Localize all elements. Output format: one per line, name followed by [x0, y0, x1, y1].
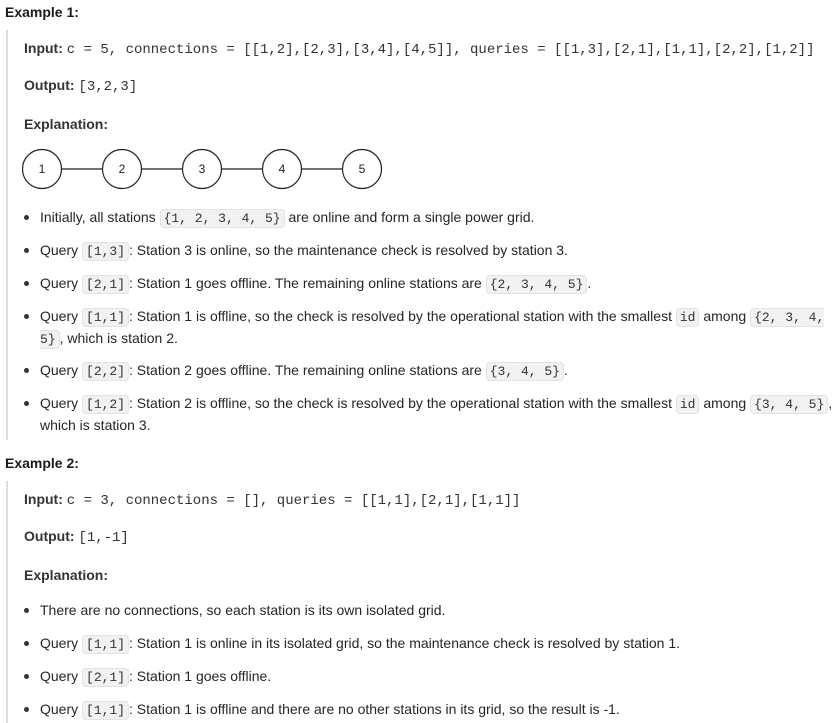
inline-code: id: [676, 395, 700, 414]
output-value: [1,-1]: [78, 530, 129, 546]
item-text: : Station 2 is offline, so the check is resolved by the operational station with the smallest: [129, 395, 676, 411]
example-2-title: Example 2:: [5, 455, 79, 471]
input-line: [24, 491, 520, 509]
item-text: : Station 1 is online in its isolated grid, so the maintenance check is resolved by station 1.: [129, 635, 681, 651]
example-2-block: [6, 481, 838, 723]
list-item: [24, 699, 836, 721]
station-node-2: [103, 150, 142, 189]
item-text: are online and form a single power grid.: [284, 209, 535, 225]
station-node-label: 1: [38, 162, 46, 176]
input-label: Input:: [24, 40, 63, 56]
inline-code: [2,1]: [82, 275, 129, 294]
item-text: : Station 1 goes offline. The remaining online stations are: [129, 275, 486, 291]
item-text: .: [563, 362, 568, 378]
list-item: [24, 360, 836, 382]
inline-code: [1,1]: [82, 308, 129, 327]
list-item: [24, 240, 836, 262]
item-text: Query: [40, 275, 83, 291]
inline-code: [2,2]: [82, 362, 129, 381]
item-text: : Station 1 is offline and there are no other stations in its grid, so the result is -1.: [129, 701, 620, 717]
station-node-label: 5: [358, 162, 366, 176]
example-1-block: [6, 30, 838, 440]
input-label: Input:: [24, 491, 63, 507]
inline-code: {1, 2, 3, 4, 5}: [160, 209, 285, 228]
station-node-4: [263, 150, 302, 189]
output-label: Output:: [24, 528, 75, 544]
list-item: [24, 393, 836, 436]
bullet-icon: [24, 215, 29, 220]
item-text: : Station 1 is offline, so the check is resolved by the operational station with the smallest: [129, 308, 676, 324]
bullet-icon: [24, 314, 29, 319]
output-line: [24, 528, 129, 546]
station-node-3: [183, 150, 222, 189]
output-label: Output:: [24, 77, 75, 93]
item-text: Query: [40, 242, 83, 258]
bullet-icon: [24, 707, 29, 712]
bullet-icon: [24, 641, 29, 646]
inline-code: {3, 4, 5}: [486, 362, 564, 381]
item-text: among: [699, 308, 751, 324]
explanation-label: Explanation:: [24, 567, 109, 583]
input-line: [24, 40, 815, 58]
inline-code: {3, 4, 5}: [750, 395, 828, 414]
inline-code: [2,1]: [82, 668, 129, 687]
bullet-icon: [24, 608, 29, 613]
inline-code: [1,3]: [82, 242, 129, 261]
inline-code: id: [676, 308, 700, 327]
item-text: , which is station 2.: [59, 330, 178, 346]
list-item: [24, 207, 836, 229]
item-text: Query: [40, 308, 83, 324]
station-node-label: 3: [198, 162, 206, 176]
bullet-icon: [24, 248, 29, 253]
list-item: [24, 273, 836, 295]
bullet-icon: [24, 281, 29, 286]
bullet-icon: [24, 368, 29, 373]
example-1-title: Example 1:: [5, 4, 79, 20]
list-item: [24, 633, 836, 655]
station-node-1: [23, 150, 62, 189]
bullet-icon: [24, 674, 29, 679]
inline-code: [1,1]: [82, 635, 129, 654]
station-node-label: 2: [118, 162, 126, 176]
inline-code: {2, 3, 4, 5}: [486, 275, 588, 294]
inline-code: {2, 3, 4, 5}: [40, 310, 825, 347]
station-grid-diagram: [22, 147, 392, 193]
inline-code: [1,2]: [82, 395, 129, 414]
list-item: [24, 306, 836, 350]
item-text: : Station 2 goes offline. The remaining online stations are: [129, 362, 486, 378]
item-text: Query: [40, 701, 83, 717]
item-text: , which is station 3.: [40, 395, 833, 433]
bullet-icon: [24, 401, 29, 406]
item-text: Query: [40, 635, 83, 651]
item-text: Query: [40, 668, 83, 684]
inline-code: [1,1]: [82, 701, 129, 720]
item-text: : Station 1 goes offline.: [129, 668, 272, 684]
list-item: [24, 666, 836, 688]
output-value: [3,2,3]: [78, 79, 138, 95]
item-text: Query: [40, 395, 83, 411]
input-value: c = 5, connections = [[1,2],[2,3],[3,4],[4,5]], queries = [[1,3],[2,1],[1,1],[2,2],[1,2]]: [66, 42, 815, 58]
item-text: : Station 3 is online, so the maintenance check is resolved by station 3.: [129, 242, 568, 258]
item-text: .: [587, 275, 592, 291]
explanation-label: Explanation:: [24, 116, 109, 132]
output-line: [24, 77, 137, 95]
station-node-label: 4: [278, 162, 286, 176]
item-text: Query: [40, 362, 83, 378]
item-text: There are no connections, so each station is its own isolated grid.: [40, 602, 446, 618]
station-node-5: [343, 150, 382, 189]
input-value: c = 3, connections = [], queries = [[1,1],[2,1],[1,1]]: [66, 493, 521, 509]
item-text: among: [699, 395, 751, 411]
item-text: Initially, all stations: [40, 209, 160, 225]
list-item: [24, 600, 836, 621]
